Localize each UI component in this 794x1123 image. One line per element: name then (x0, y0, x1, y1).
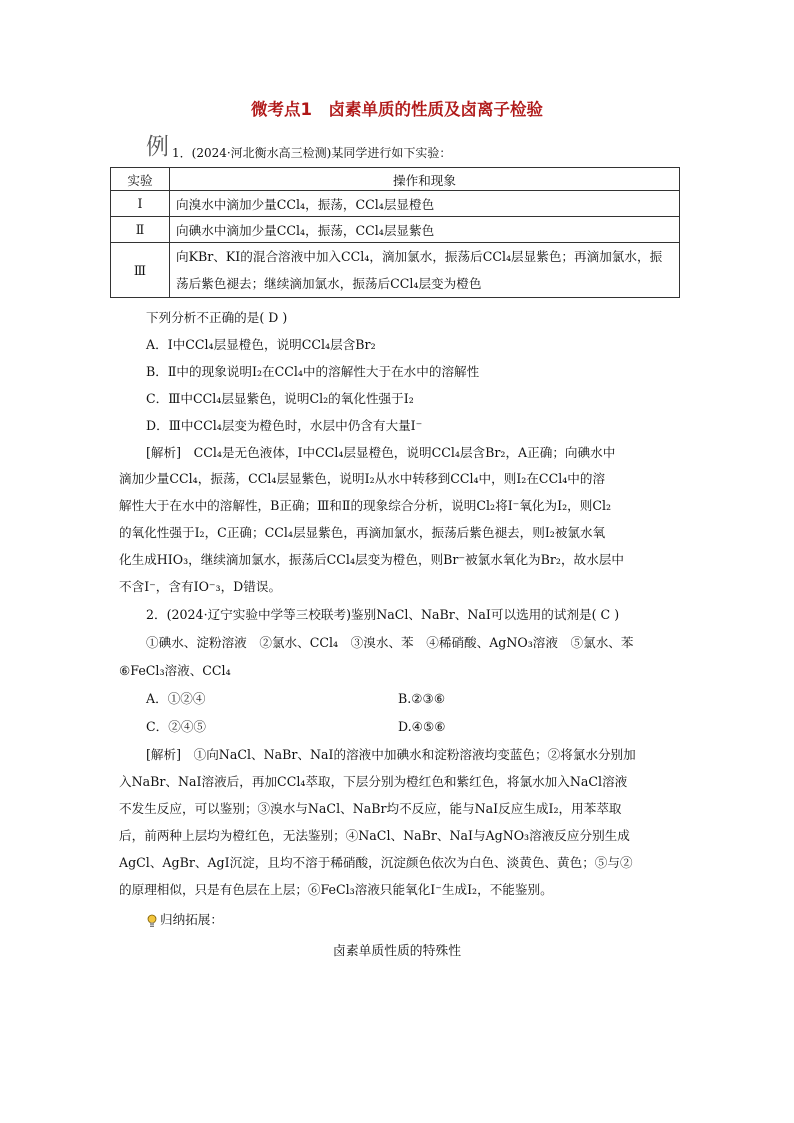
table-header: 实验 (111, 168, 170, 191)
q2-analysis-line: 不发生反应，可以鉴别；③溴水与NaCl、NaBr均不反应，能与NaI反应生成I₂，用苯萃取 (119, 801, 622, 816)
q2-option-a: A．①②④ (146, 691, 206, 706)
experiment-id: Ⅱ (111, 217, 170, 243)
q2-option-c: C．②④⑤ (146, 719, 207, 734)
experiment-id: Ⅲ (111, 243, 170, 298)
table-row (111, 217, 680, 243)
q2-analysis-line: 入NaBr、NaI溶液后，再加CCl₄萃取，下层分别为橙红色和紫红色，将氯水加入NaCl溶液 (119, 774, 628, 789)
example-mark: 例 (146, 134, 168, 160)
q1-option-c: C．Ⅲ中CCl₄层显紫色，说明Cl₂的氧化性强于I₂ (146, 391, 414, 406)
experiment-table (110, 167, 680, 298)
q2-option-d: D.④⑤⑥ (398, 719, 446, 734)
table-header: 操作和现象 (170, 168, 680, 191)
q2-reagents: ⑥FeCl₃溶液、CCl₄ (119, 663, 231, 678)
q1-option-b: B．Ⅱ中的现象说明I₂在CCl₄中的溶解性大于在水中的溶解性 (146, 364, 480, 379)
q1-stem: 1．(2024·河北衡水高三检测)某同学进行如下实验： (172, 146, 452, 160)
table-row (111, 243, 680, 298)
experiment-text: 向KBr、KI的混合溶液中加入CCl₄，滴加氯水，振荡后CCl₄层显紫色；再滴加氯水，振荡后紫色褪去；继续滴加氯水，振荡后CCl₄层变为橙色 (170, 243, 680, 298)
page-title: 微考点1 卤素单质的性质及卤离子检验 (251, 100, 543, 119)
summary-subtitle: 卤素单质性质的特殊性 (333, 944, 461, 959)
q2-analysis-line: [解析] ①向NaCl、NaBr、NaI的溶液中加碘水和淀粉溶液均变蓝色；②将氯水分别加 (146, 747, 636, 762)
q1-analysis-line: 解性大于在水中的溶解性，B正确；Ⅲ和Ⅱ的现象综合分析，说明Cl₂将I⁻氧化为I₂，则Cl₂ (119, 498, 612, 513)
q1-question: 下列分析不正确的是( D ) (146, 310, 288, 325)
q1-analysis-line: 不含I⁻，含有IO⁻₃，D错误。 (119, 579, 282, 594)
q1-analysis-line: 的氧化性强于I₂，C正确；CCl₄层显紫色，再滴加氯水，振荡后紫色褪去，则I₂被氯水氧 (119, 525, 606, 540)
summary-heading (146, 911, 223, 929)
q1-option-d: D．Ⅲ中CCl₄层变为橙色时，水层中仍含有大量I⁻ (146, 418, 423, 433)
lightbulb-icon (146, 914, 158, 928)
q1-option-a: A．Ⅰ中CCl₄层显橙色，说明CCl₄层含Br₂ (146, 337, 376, 352)
table-header-row (111, 168, 680, 191)
summary-label: 归纳拓展： (160, 912, 223, 927)
q2-analysis-line: AgCl、AgBr、AgI沉淀，且均不溶于稀硝酸，沉淀颜色依次为白色、淡黄色、黄色；⑤与② (119, 855, 633, 870)
q2-analysis-line: 后，前两种上层均为橙红色，无法鉴别；④NaCl、NaBr、NaI与AgNO₃溶液反应分别生成 (119, 828, 630, 843)
q2-analysis-line: 的原理相似，只是有色层在上层；⑥FeCl₃溶液只能氧化I⁻生成I₂，不能鉴别。 (119, 882, 553, 897)
q2-reagents: ①碘水、淀粉溶液 ②氯水、CCl₄ ③溴水、苯 ④稀硝酸、AgNO₃溶液 ⑤氯水、苯 (146, 635, 634, 650)
q1-analysis-line: [解析] CCl₄是无色液体，Ⅰ中CCl₄层显橙色，说明CCl₄层含Br₂，A正确；向碘水中 (146, 445, 616, 460)
q1-analysis-line: 化生成HIO₃，继续滴加氯水，振荡后CCl₄层变为橙色，则Br⁻被氯水氧化为Br₂，故水层中 (119, 552, 624, 567)
q1-analysis-line: 滴加少量CCl₄，振荡，CCl₄层显紫色，说明I₂从水中转移到CCl₄中，则I₂在CCl₄中的溶 (119, 471, 606, 486)
q2-stem: 2．(2024·辽宁实验中学等三校联考)鉴别NaCl、NaBr、NaI可以选用的试剂是( C ) (146, 607, 620, 622)
experiment-text: 向溴水中滴加少量CCl₄，振荡，CCl₄层显橙色 (170, 191, 680, 217)
experiment-text: 向碘水中滴加少量CCl₄，振荡，CCl₄层显紫色 (170, 217, 680, 243)
experiment-id: Ⅰ (111, 191, 170, 217)
q2-option-b: B.②③⑥ (398, 691, 446, 706)
table-row (111, 191, 680, 217)
